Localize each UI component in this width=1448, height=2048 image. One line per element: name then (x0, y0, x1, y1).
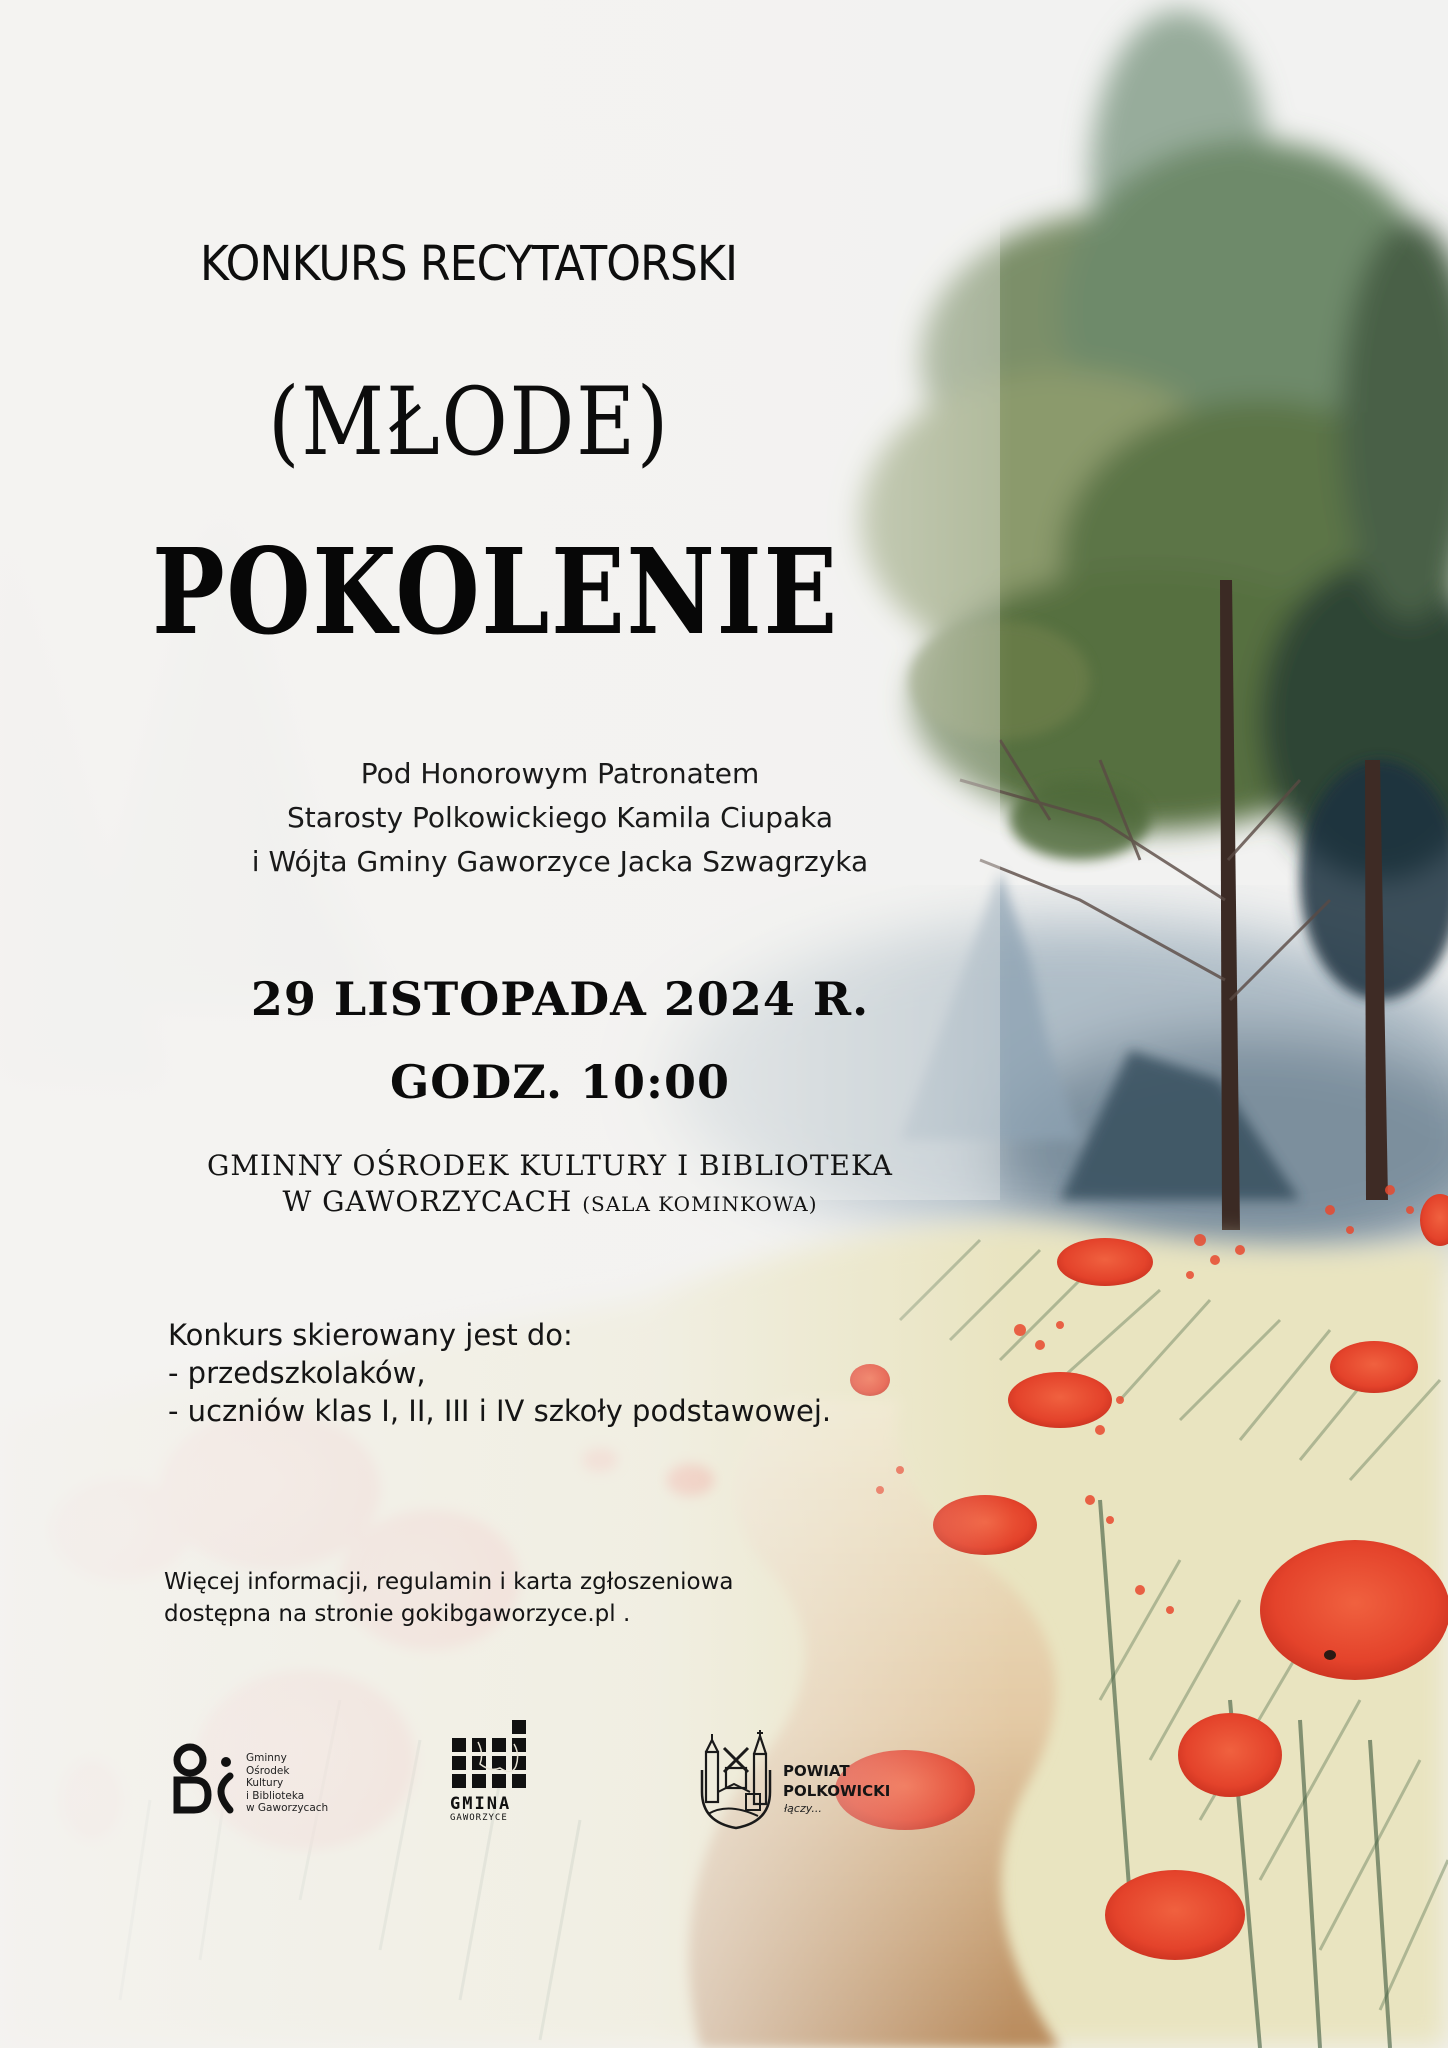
target-audience (168, 1316, 831, 1430)
sponsor-logos (0, 1715, 1448, 1845)
powiat-line-2: POLKOWICKI (783, 1782, 891, 1800)
target-item: - uczniów klas I, II, III i IV szkoły podstawowej. (168, 1394, 832, 1428)
target-item: - przedszkolaków, (168, 1356, 426, 1390)
gok-logo (168, 1740, 358, 1820)
powiat-crest-icon (698, 1730, 774, 1830)
contest-kicker: KONKURS RECYTATORSKI (200, 236, 738, 292)
patronage-line: Starosty Polkowickiego Kamila Ciupaka (286, 801, 834, 834)
target-intro: Konkurs skierowany jest do: (168, 1318, 573, 1352)
gmina-grid-icon (450, 1720, 530, 1794)
patronage-line: i Wójta Gminy Gaworzyce Jacka Szwagrzyka (251, 845, 869, 878)
venue-line-2 (160, 1184, 940, 1222)
patronage-block (200, 752, 920, 884)
event-date: 29 LISTOPADA 2024 R. (250, 972, 870, 1026)
powiat-line-1: POWIAT (783, 1762, 850, 1780)
patronage-line: Pod Honorowym Patronatem (360, 757, 760, 790)
info-line-2: dostępna na stronie gokibgaworzyce.pl . (164, 1601, 631, 1627)
powiat-tagline: łączy... (784, 1802, 822, 1815)
more-info (164, 1566, 733, 1630)
venue-line-1: GMINNY OŚRODEK KULTURY I BIBLIOTEKA (207, 1149, 893, 1182)
venue-room: (SALA KOMINKOWA) (582, 1192, 818, 1216)
gok-monogram-icon (168, 1740, 240, 1820)
gok-name: Gminny Ośrodek Kultury i Biblioteka w Gaworzycach (246, 1752, 329, 1814)
venue-town: W GAWORZYCACH (282, 1185, 573, 1218)
title-line-2: POKOLENIE (152, 522, 839, 661)
event-time: GODZ. 10:00 (389, 1055, 731, 1109)
venue-block (160, 1148, 940, 1222)
info-line-1: Więcej informacji, regulamin i karta zgłoszeniowa (164, 1569, 734, 1595)
powiat-polkowicki-logo (698, 1730, 928, 1830)
gmina-word: GMINA (450, 1794, 512, 1814)
gmina-gaworzyce-logo (450, 1720, 580, 1830)
gmina-subtitle: GAWORZYCE (450, 1813, 508, 1823)
title-line-1: (MŁODE) (268, 368, 671, 477)
